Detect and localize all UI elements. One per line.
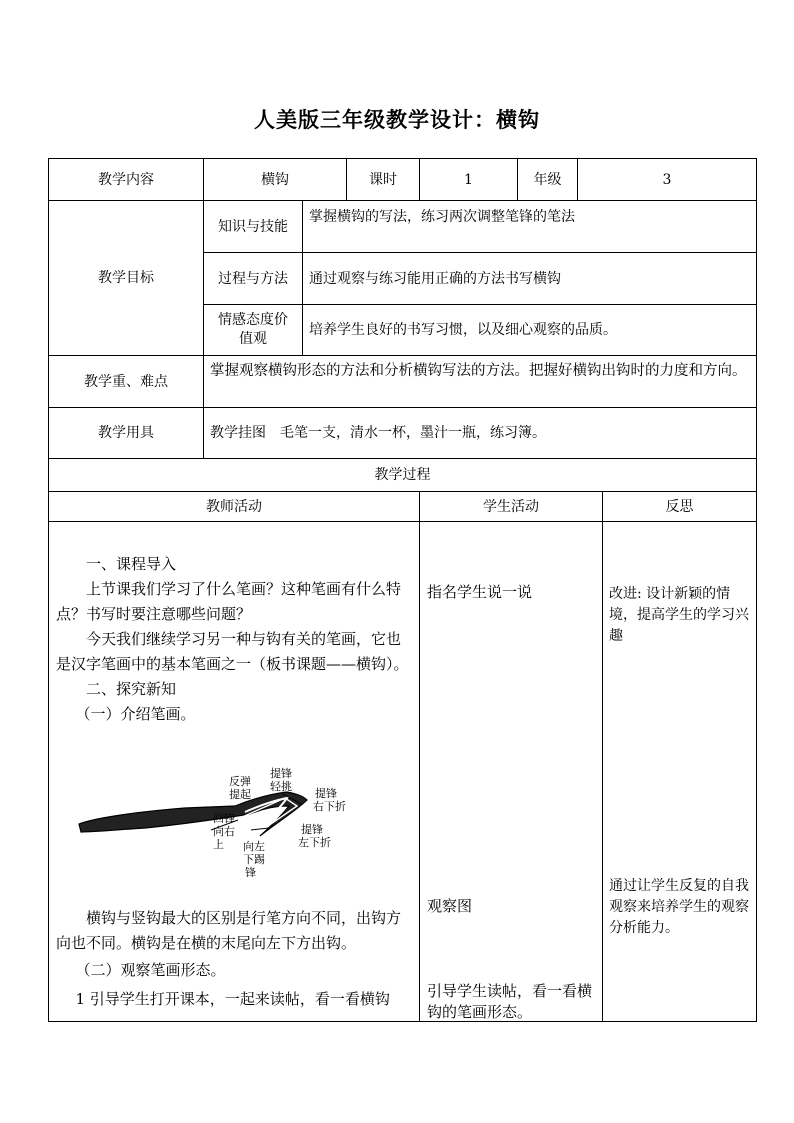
label-rd-1: 提锋 [315,787,337,800]
period-label: 课时 [369,171,397,188]
attitude-label-line2: 值观 [239,331,267,347]
grade-label: 年级 [533,171,562,188]
teacher-activity-bottom [56,906,414,1012]
label-lift-1: 提锋 [270,767,292,780]
table-border-right [756,158,757,1022]
student-activity-1: 指名学生说一说 [427,583,533,601]
objective-knowledge-value: 掌握横钩的写法，练习两次调整笔锋的笔法 [309,209,575,225]
grade-value: 3 [662,171,672,188]
key-points-value: 掌握观察横钩形态的方法和分析横钩写法的方法。把握好横钩出钩时的力度和方向。 [210,363,747,379]
objective-attitude-label [204,305,302,355]
content-label: 教学内容 [98,171,154,188]
col-reflect-header: 反思 [665,498,694,515]
objective-attitude-value: 培养学生良好的书写习惯，以及细心观察的品质。 [309,322,617,338]
label-rebound-2: 提起 [229,788,251,801]
reflection-2: 通过让学生反复的自我观察来培养学生的观察分析能力。 [609,878,749,936]
teacher-para-4: 1 引导学生打开课本，一起来读帖，看一看横钩 [75,990,390,1008]
table-line-row6 [48,521,757,522]
teacher-para-2: 今天我们继续学习另一种与钩有关的笔画，它也是汉字笔画中的基本笔画之一（板书课题——横钩）。 [56,630,409,673]
table-vline-teacher [419,491,420,1022]
page-title: 人美版三年级教学设计：横钩 [254,107,540,132]
key-points-label: 教学重、难点 [84,373,168,390]
tools-label: 教学用具 [98,425,154,441]
attitude-label-line1: 情感态度价 [218,312,288,328]
tools-value: 教学挂图 毛笔一支，清水一杯，墨汁一瓶，练习簿。 [210,425,546,441]
objectives-label: 教学目标 [98,270,154,286]
sub-observe-shape: （二）观察笔画形态。 [75,961,226,979]
teacher-para-3: 横钩与竖钩最大的区别是行笔方向不同，出钩方向也不同。横钩是在横的末尾向左下方出钩。 [56,909,402,952]
reflection-1: 改进: 设计新颖的情境，提高学生的学习兴趣 [609,586,749,644]
objective-process-label: 过程与方法 [218,270,288,287]
teacher-para-1: 上节课我们学习了什么笔画？这种笔画有什么特点？书写时要注意哪些问题？ [56,580,402,623]
col-teacher-header: 教师活动 [206,498,262,515]
period-value: 1 [464,171,473,188]
table-vline-student [602,491,603,1022]
label-return-1: 回锋 [213,812,235,825]
student-activity-3: 引导学生读帖，看一看横钩的笔画形态。 [427,982,593,1021]
process-header: 教学过程 [374,467,431,483]
label-kick-1: 向左 [243,840,265,853]
label-ld-1: 提锋 [301,823,323,836]
student-activity-2: 观察图 [427,897,473,915]
sub-introduce-stroke: （一）介绍笔画。 [75,705,196,723]
objective-process-value: 通过观察与练习能用正确的方法书写横钩 [309,270,561,287]
section-explore: 二、探究新知 [86,680,177,698]
label-return-2: 向右 [213,825,235,838]
label-kick-3: 锋 [245,866,256,878]
section-course-intro: 一、课程导入 [86,555,177,573]
label-lift-2: 轻挑 [270,780,292,793]
label-return-3: 上 [213,838,224,851]
stroke-diagram [75,766,365,878]
table-border-bottom [48,1021,757,1022]
content-value: 横钩 [261,171,289,188]
col-student-header: 学生活动 [483,498,539,515]
label-kick-2: 下踢 [243,853,265,866]
objective-knowledge-label: 知识与技能 [218,218,288,235]
label-ld-2: 左下折 [298,836,331,849]
label-rebound-1: 反弹 [229,775,251,788]
teacher-activity-top [56,552,414,727]
label-rd-2: 右下折 [313,800,346,813]
